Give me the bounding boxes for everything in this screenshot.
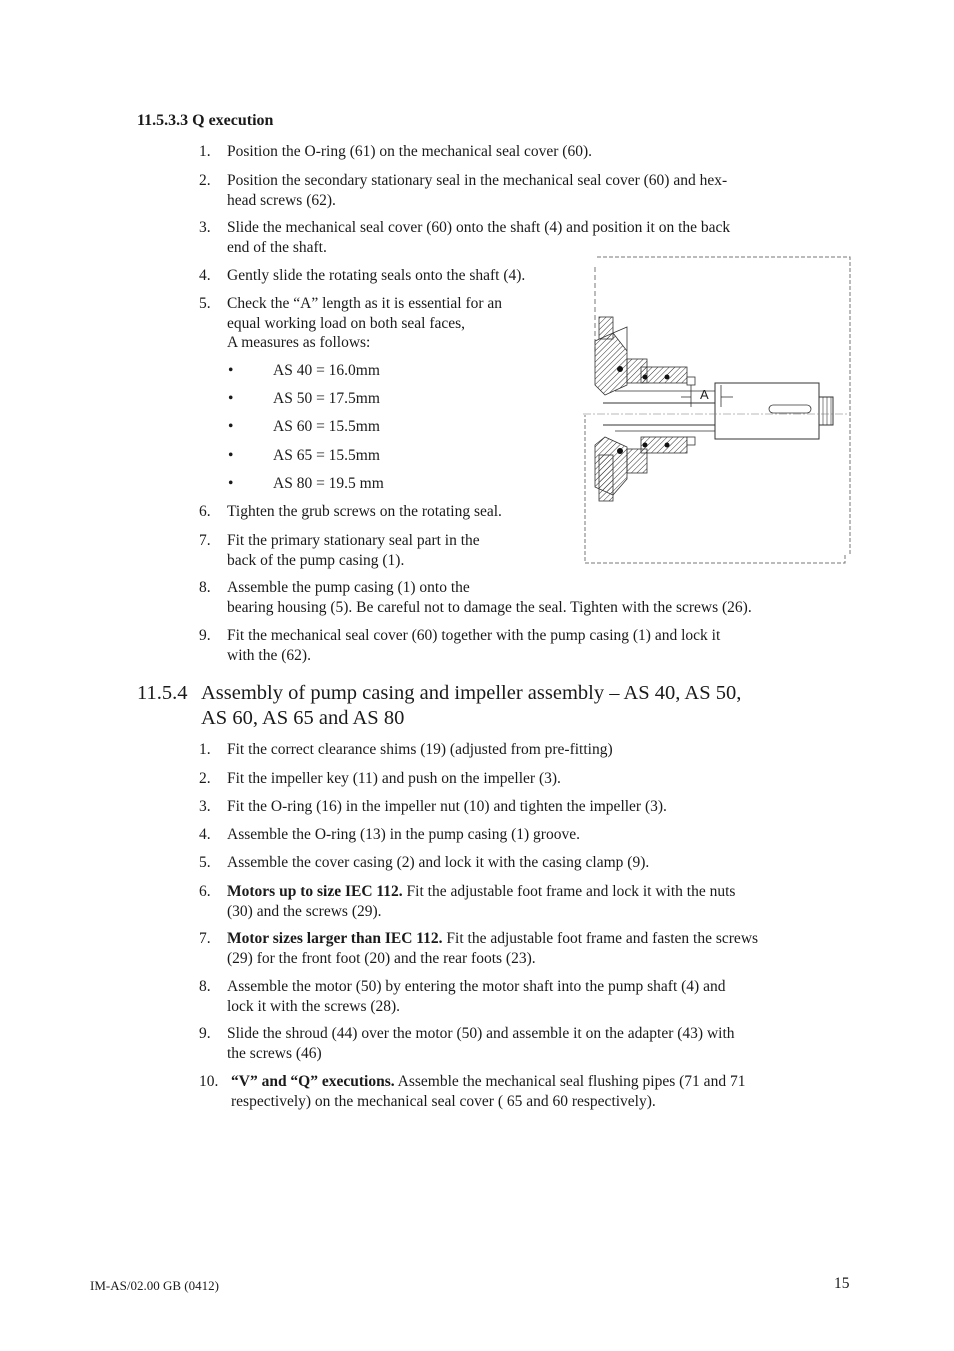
list-text: Fit the O-ring (16) in the impeller nut (10) and tighten the impeller (3). <box>227 798 667 815</box>
mechanical-seal-figure <box>583 255 853 567</box>
bold-lead: Motors up to size IEC 112. <box>227 883 403 900</box>
list-number: 9. <box>199 627 211 644</box>
list-text: Fit the impeller key (11) and push on the impeller (3). <box>227 770 561 787</box>
list-text: Tighten the grub screws on the rotating seal. <box>227 503 502 520</box>
casing-upper <box>595 333 627 395</box>
bullet-marker: • <box>228 390 234 407</box>
bullet-marker: • <box>228 362 234 379</box>
list-text: Fit the primary stationary seal part in the back of the pump casing (1). <box>227 532 480 569</box>
casing-lower <box>595 437 627 495</box>
list-text: Assemble the pump casing (1) onto the bearing housing (5). Be careful not to damage the seal. Tighten with the screws (26). <box>227 579 752 616</box>
o-ring-upper <box>617 366 623 372</box>
list-text: Gently slide the rotating seals onto the shaft (4). <box>227 267 526 284</box>
list-number: 2. <box>199 770 211 787</box>
grub-screw <box>643 443 648 448</box>
bullet-marker: • <box>228 475 234 492</box>
list-text: Assemble the O-ring (13) in the pump casing (1) groove. <box>227 826 580 843</box>
section-title: Assembly of pump casing and impeller assembly – AS 40, AS 50, AS 60, AS 65 and AS 80 <box>201 682 742 729</box>
list-number: 1. <box>199 143 211 160</box>
list-text: Position the O-ring (61) on the mechanical seal cover (60). <box>227 143 592 160</box>
list-text: Assemble the motor (50) by entering the motor shaft into the pump shaft (4) and lock it with the screws (28). <box>227 978 726 1015</box>
list-number: 6. <box>199 503 211 520</box>
bold-lead: “V” and “Q” executions. <box>231 1073 395 1090</box>
list-number: 8. <box>199 579 211 596</box>
list-text: “V” and “Q” executions. Assemble the mechanical seal flushing pipes (71 and 71 respectively) on the mechanical seal cover ( 65 and 60 respectively). <box>231 1073 746 1110</box>
rotating-seal-lower <box>641 437 687 453</box>
list-text: Motor sizes larger than IEC 112. Fit the adjustable foot frame and fasten the screws (29) for the front foot (20) and the rear foots (23). <box>227 930 759 967</box>
dimension-a-label: A <box>700 387 709 402</box>
o-ring-lower <box>617 448 623 454</box>
seal-ring <box>687 377 695 385</box>
list-number: 5. <box>199 854 211 871</box>
section-number: 11.5.4 <box>137 682 188 704</box>
bullet-marker: • <box>228 447 234 464</box>
list-number: 5. <box>199 295 211 312</box>
section-heading-q-execution: 11.5.3.3 Q execution <box>137 112 274 129</box>
list-number: 7. <box>199 532 211 549</box>
list-number: 6. <box>199 883 211 900</box>
seal-drawing <box>583 255 853 567</box>
grub-screw <box>665 443 670 448</box>
rotating-seal-upper <box>641 367 687 383</box>
list-number: 2. <box>199 172 211 189</box>
list-text: Check the “A” length as it is essential for an equal working load on both seal faces, A measures as follows: <box>227 295 503 351</box>
a-length-value: AS 65 = 15.5mm <box>273 447 380 464</box>
seal-ring <box>687 437 695 445</box>
footer-doc-code: IM-AS/02.00 GB (0412) <box>90 1278 219 1293</box>
list-text: Position the secondary stationary seal in the mechanical seal cover (60) and hex- head screws (62). <box>227 172 728 209</box>
list-text: Fit the correct clearance shims (19) (adjusted from pre-fitting) <box>227 741 613 758</box>
list-text: Fit the mechanical seal cover (60) together with the pump casing (1) and lock it with the (62). <box>227 627 721 664</box>
a-length-value: AS 50 = 17.5mm <box>273 390 380 407</box>
list-text: Motors up to size IEC 112. Fit the adjustable foot frame and lock it with the nuts (30) and the screws (29). <box>227 883 736 920</box>
list-number: 8. <box>199 978 211 995</box>
page-number: 15 <box>834 1275 850 1292</box>
list-number: 7. <box>199 930 211 947</box>
grub-screw <box>643 375 648 380</box>
list-number: 3. <box>199 219 211 236</box>
list-number: 9. <box>199 1025 211 1042</box>
section-heading-assembly <box>137 681 742 729</box>
bullet-marker: • <box>228 418 234 435</box>
grub-screw <box>665 375 670 380</box>
a-length-value: AS 80 = 19.5 mm <box>273 475 384 492</box>
list-text: Slide the mechanical seal cover (60) onto the shaft (4) and position it on the back end of the shaft. <box>227 219 731 256</box>
list-number: 3. <box>199 798 211 815</box>
shaft-end <box>715 383 819 439</box>
list-number: 10. <box>199 1073 219 1090</box>
a-length-value: AS 60 = 15.5mm <box>273 418 380 435</box>
list-text: Assemble the cover casing (2) and lock it with the casing clamp (9). <box>227 854 650 871</box>
list-number: 1. <box>199 741 211 758</box>
a-length-value: AS 40 = 16.0mm <box>273 362 380 379</box>
list-number: 4. <box>199 267 211 284</box>
list-text: Slide the shroud (44) over the motor (50) and assemble it on the adapter (43) with the screws (46) <box>227 1025 735 1062</box>
list-number: 4. <box>199 826 211 843</box>
bold-lead: Motor sizes larger than IEC 112. <box>227 930 443 947</box>
